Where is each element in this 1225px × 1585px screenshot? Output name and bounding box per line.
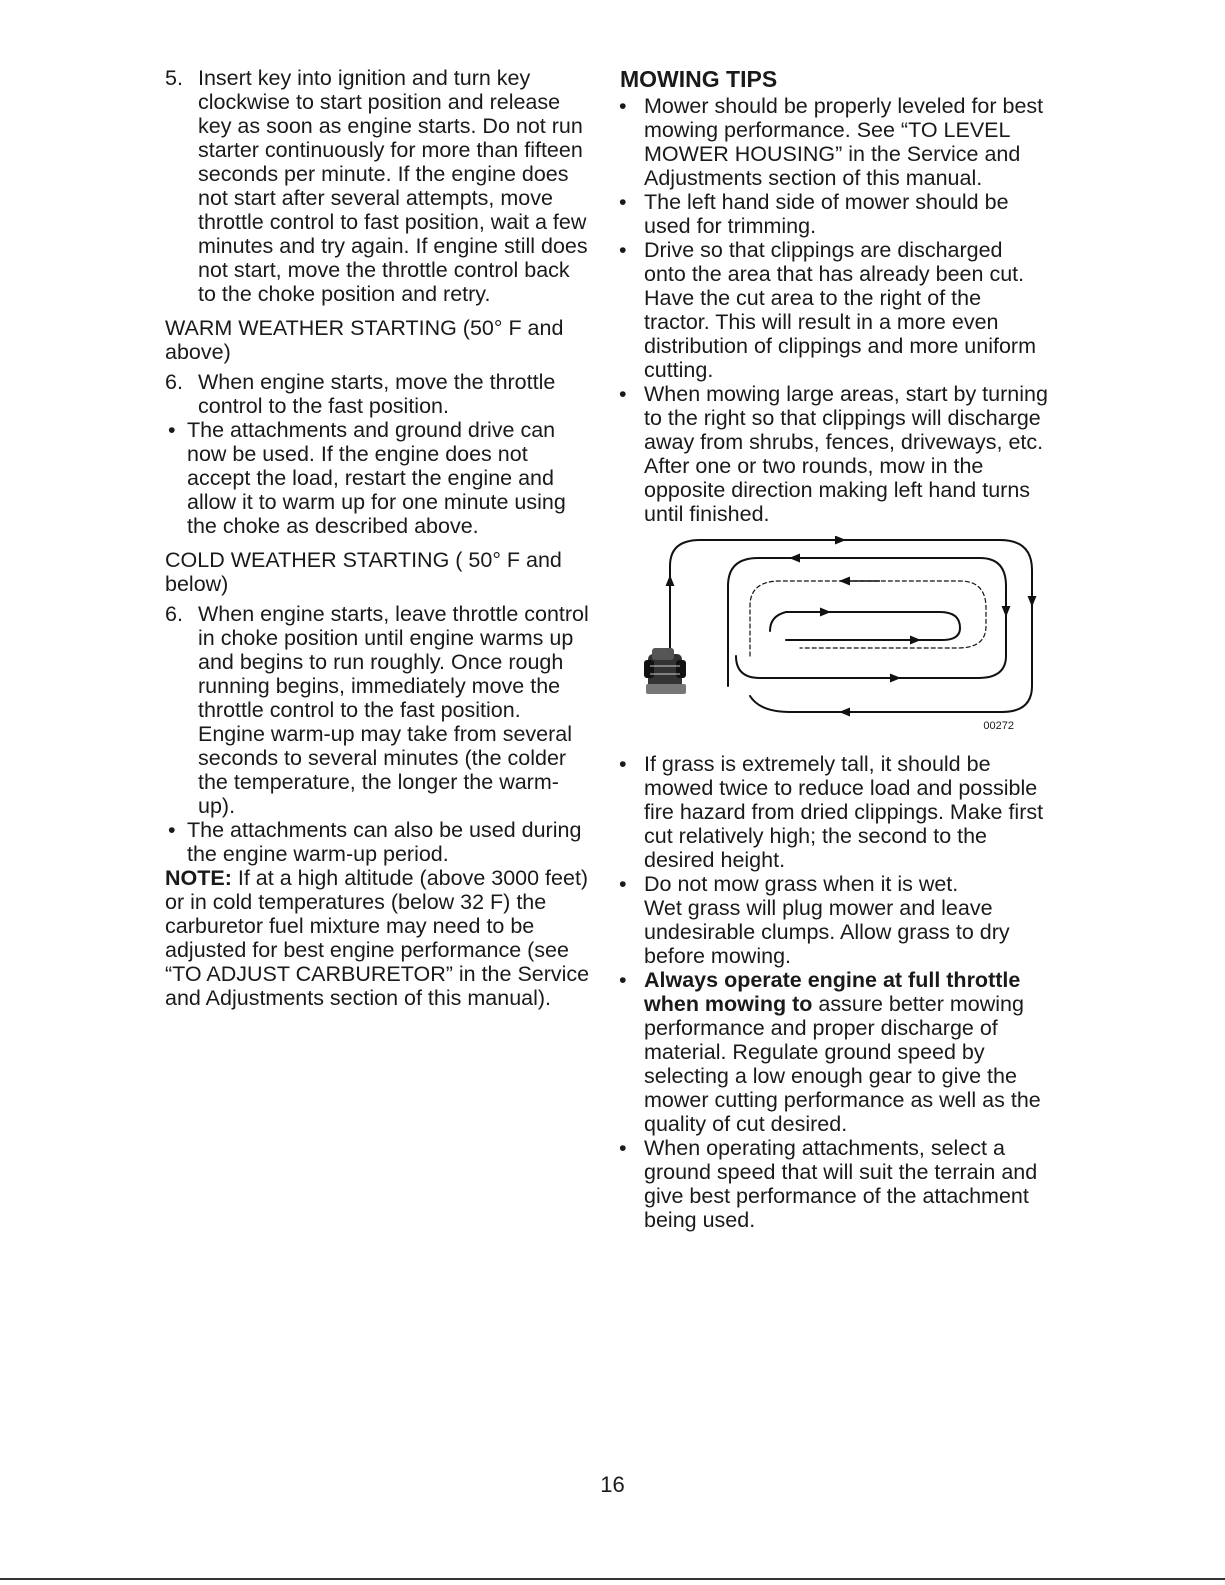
step-number: 6. [165,370,183,394]
step-text: Insert key into ignition and turn key clockwise to start position and release key as soon as engine starts. Do not run starter continuously for more than fifteen seconds per minute. If the engine does not start after several attempts, move throttle control to fast position, wait a few minutes and try again. If engine still does not start, move the throttle control back to the choke position and retry. [198,66,588,306]
cold-bullet: • The attachments can also be used during the engine warm-up period. [165,818,590,866]
mowing-pattern-graphic [640,536,1040,736]
tip-item: • The left hand side of mower should be used for trimming. [620,190,1050,238]
note-paragraph [165,866,590,1010]
right-column [620,66,1050,1232]
tip-item: • If grass is extremely tall, it should be mowed twice to reduce load and possible fire hazard from dried clippings. Make first cut relatively high; the second to the desired height. [620,752,1050,872]
tip-item: • When mowing large areas, start by turning to the right so that clippings will discharge away from shrubs, fences, driveways, etc. After one or two rounds, mow in the opposite direction making left hand turns until finished. [620,382,1050,526]
tip-item-throttle [620,968,1050,1136]
step-5 [165,66,590,306]
tip-rest-text: assure better mowing performance and proper discharge of material. Regulate ground speed by selecting a low enough gear to give the mower cutting performance as well as the quality of cut desired. [644,992,1041,1136]
page-number: 16 [600,1472,625,1497]
mowing-pattern-diagram [640,536,1040,736]
note-label: NOTE: [165,866,232,890]
tip-item: • Mower should be properly leveled for best mowing performance. See “TO LEVEL MOWER HOUSING” in the Service and Adjustments section of this manual. [620,94,1050,190]
cold-weather-heading: COLD WEATHER STARTING ( 50° F and below) [165,548,562,596]
step-number: 6. [165,602,183,626]
warm-weather-heading: WARM WEATHER STARTING (50° F and above) [165,316,564,364]
tip-bold-text: Always operate engine at full throttle when mowing to [644,968,1021,1016]
tractor-icon [644,648,686,694]
figure-code: 00272 [983,720,1014,732]
step-text: When engine starts, leave throttle control in choke position until engine warms up and begins to run roughly. Once rough running begins, immediately move the throttle control to the fast position. Engine warm-up may take from several seconds to several minutes (the colder the temperature, the longer the warm-up). [198,602,589,818]
bottom-border [0,1578,1225,1580]
warm-bullet: • The attachments and ground drive can now be used. If the engine does not accept the load, restart the engine and allow it to warm up for one minute using the choke as described above. [165,418,590,538]
left-column [165,66,590,1010]
note-text: If at a high altitude (above 3000 feet) or in cold temperatures (below 32 F) the carburetor fuel mixture may need to be adjusted for best engine performance (see “TO ADJUST CARBURETOR” in the Service and Adjustments section of this manual). [165,866,590,1010]
tip-item: • Do not mow grass when it is wet. Wet grass will plug mower and leave undesirable clumps. Allow grass to dry before mowing. [620,872,1050,968]
warm-step-6 [165,370,590,418]
mowing-tips-heading: MOWING TIPS [620,66,778,92]
tip-item: • When operating attachments, select a ground speed that will suit the terrain and give best performance of the attachment being used. [620,1136,1050,1232]
step-number: 5. [165,66,183,90]
cold-step-6 [165,602,590,818]
step-text: When engine starts, move the throttle control to the fast position. [198,370,556,418]
tip-item: • Drive so that clippings are discharged onto the area that has already been cut. Have the cut area to the right of the tractor. This will result in a more even distribution of clippings and more uniform cutting. [620,238,1050,382]
